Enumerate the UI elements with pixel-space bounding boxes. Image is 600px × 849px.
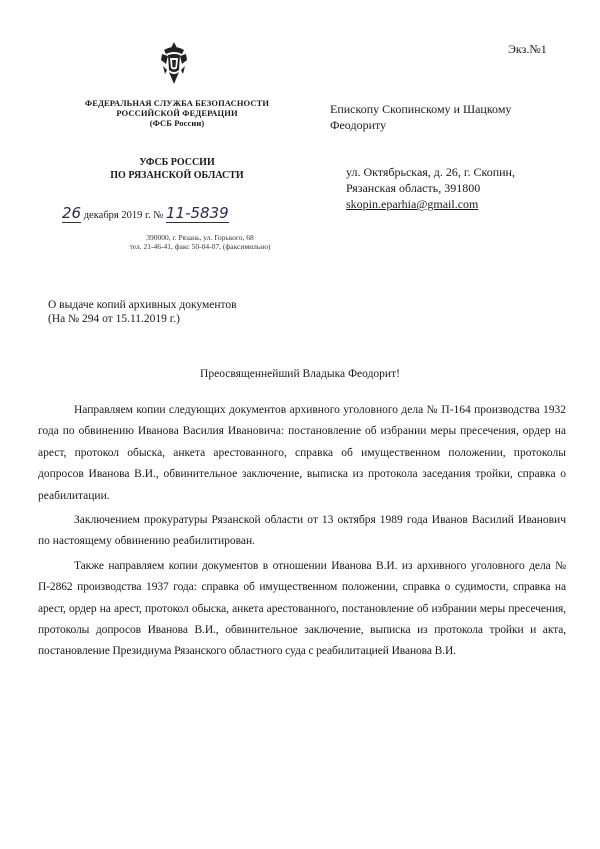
outgoing-number: 11-5839	[166, 204, 229, 222]
recipient-address-line: ул. Октябрьская, д. 26, г. Скопин,	[346, 165, 515, 179]
recipient-address-line: Рязанская область, 391800	[346, 181, 481, 195]
copy-number: Экз.№1	[508, 42, 547, 56]
recipient-block	[330, 101, 580, 133]
outgoing-day: 26	[62, 204, 82, 222]
sender-address	[90, 233, 310, 251]
org-line: РОССИЙСКОЙ ФЕДЕРАЦИИ	[116, 108, 238, 118]
body-paragraph: Заключением прокуратуры Рязанской области от 13 октября 1989 года Иванов Василий Иванович по настоящему обвинению реабилитирован.	[38, 514, 566, 548]
subject-reference: (На № 294 от 15.11.2019 г.)	[48, 313, 180, 325]
fsb-emblem-icon	[160, 40, 188, 86]
organization-block	[62, 98, 292, 128]
address-line: 390000, г. Рязань, ул. Горького, 68	[146, 233, 254, 242]
outgoing-reference	[62, 204, 302, 223]
region-line: ПО РЯЗАНСКОЙ ОБЛАСТИ	[110, 170, 244, 181]
body-paragraph: Направляем копии следующих документов архивного уголовного дела № П-164 производства 1932 года по обвинению Иванова Василия Ивановича: постановление об избрании меры пресечения, ордер на арест, протокол обыска, анкета арестованного, справка об имущественном положении, протоколы допросов Иванова В.И., обвинительное заключение, выписка из протокола заседания тройки, справка о реабилитации.	[38, 404, 566, 502]
recipient-line: Епископу Скопинскому и Шацкому	[330, 102, 512, 116]
outgoing-date-text: декабря 2019 г. №	[83, 210, 164, 221]
salutation: Преосвященнейший Владыка Феодорит!	[200, 368, 400, 380]
subject-line: О выдаче копий архивных документов	[48, 299, 237, 311]
body-paragraph: Также направляем копии документов в отношении Иванова В.И. из архивного уголовного дела № П-2862 производства 1937 года: справка об имущественном положении, справка о судимости, справка на арест, ордер на арест, протокол обыска, анкета арестованного, постановление об избрании меры пресечения, протоколы допросов Иванова В.И., обвинительное заключение, выписка из протокола тройки и акта, постановление Президиума Рязанского областного суда с реабилитацией Иванова В.И.	[38, 559, 566, 658]
org-line: (ФСБ России)	[149, 118, 205, 128]
letter-body	[38, 400, 566, 666]
region-line: УФСБ РОССИИ	[139, 157, 215, 168]
recipient-address	[346, 164, 586, 212]
recipient-email: skopin.eparhia@gmail.com	[346, 197, 479, 211]
org-line: ФЕДЕРАЛЬНАЯ СЛУЖБА БЕЗОПАСНОСТИ	[84, 98, 270, 108]
recipient-line: Феодориту	[330, 118, 387, 132]
address-line: тел. 21-46-41, факс 50-04-07, (факсимильно)	[129, 242, 271, 251]
region-block	[62, 156, 292, 182]
subject-block	[48, 298, 348, 326]
